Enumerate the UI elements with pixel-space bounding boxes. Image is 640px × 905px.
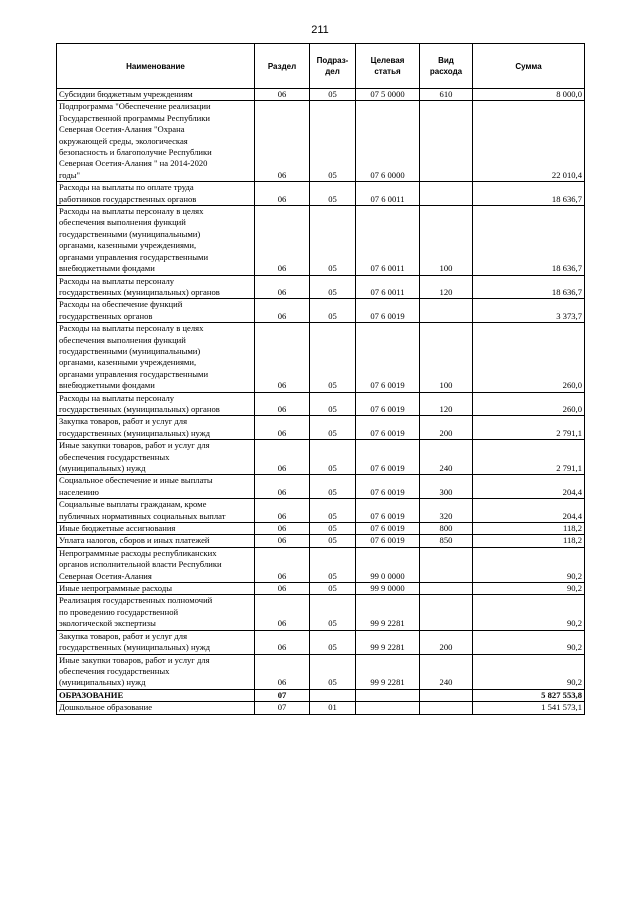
row-kind: 200	[420, 416, 473, 440]
row-target: 07 6 0019	[356, 475, 420, 499]
row-sum: 18 636,7	[473, 206, 585, 275]
row-sum: 90,2	[473, 547, 585, 582]
row-name: Расходы на выплаты персоналу государственных (муниципальных) органов	[57, 275, 255, 299]
table-row	[57, 89, 585, 101]
row-section: 06	[255, 523, 310, 535]
row-target: 99 9 0000	[356, 583, 420, 595]
row-name: ОБРАЗОВАНИЕ	[57, 689, 255, 701]
row-target: 07 6 0019	[356, 523, 420, 535]
row-target	[356, 689, 420, 701]
row-section: 06	[255, 323, 310, 392]
row-subsection: 05	[310, 182, 356, 206]
row-sum: 2 791,1	[473, 440, 585, 475]
row-target: 07 6 0019	[356, 323, 420, 392]
row-name: Дошкольное образование	[57, 702, 255, 714]
row-subsection: 05	[310, 299, 356, 323]
table-row	[57, 535, 585, 547]
row-kind	[420, 101, 473, 182]
row-subsection: 05	[310, 275, 356, 299]
row-subsection: 05	[310, 535, 356, 547]
row-subsection: 05	[310, 630, 356, 654]
row-sum: 118,2	[473, 535, 585, 547]
row-subsection: 05	[310, 499, 356, 523]
row-target: 07 6 0019	[356, 440, 420, 475]
row-section: 06	[255, 583, 310, 595]
row-kind: 320	[420, 499, 473, 523]
table-row	[57, 547, 585, 582]
row-sum: 204,4	[473, 499, 585, 523]
row-section: 06	[255, 416, 310, 440]
row-subsection: 05	[310, 392, 356, 416]
row-sum: 3 373,7	[473, 299, 585, 323]
row-target: 07 6 0011	[356, 206, 420, 275]
row-section: 06	[255, 275, 310, 299]
row-name: Иные непрограммные расходы	[57, 583, 255, 595]
row-name: Расходы на выплаты персоналу в целях обеспечения выполнения функций государственными (муниципальными) органами, казенными учреждениями, органами управления государственными внебюджетными фондами	[57, 206, 255, 275]
table-row	[57, 275, 585, 299]
row-subsection: 05	[310, 475, 356, 499]
table-row	[57, 475, 585, 499]
row-section: 06	[255, 299, 310, 323]
table-row	[57, 499, 585, 523]
row-section: 07	[255, 702, 310, 714]
table-row	[57, 101, 585, 182]
table-row	[57, 182, 585, 206]
row-target: 07 6 0000	[356, 101, 420, 182]
row-section: 06	[255, 392, 310, 416]
row-sum: 90,2	[473, 595, 585, 630]
header-kind: Вид расхода	[420, 44, 473, 89]
row-subsection: 05	[310, 547, 356, 582]
row-kind: 800	[420, 523, 473, 535]
row-section: 06	[255, 630, 310, 654]
row-target: 07 6 0019	[356, 535, 420, 547]
row-kind: 100	[420, 323, 473, 392]
row-kind	[420, 583, 473, 595]
row-kind: 200	[420, 630, 473, 654]
row-section: 06	[255, 535, 310, 547]
row-kind: 120	[420, 392, 473, 416]
row-subsection: 05	[310, 440, 356, 475]
table-row	[57, 630, 585, 654]
table-row	[57, 299, 585, 323]
row-section: 06	[255, 182, 310, 206]
row-kind	[420, 182, 473, 206]
row-name: Иные закупки товаров, работ и услуг для обеспечения государственных (муниципальных) нужд	[57, 440, 255, 475]
row-sum: 1 541 573,1	[473, 702, 585, 714]
table-row	[57, 654, 585, 689]
row-kind: 240	[420, 654, 473, 689]
table-row	[57, 416, 585, 440]
page-number: 211	[311, 24, 329, 36]
table-row	[57, 595, 585, 630]
row-sum: 260,0	[473, 392, 585, 416]
row-name: Социальные выплаты гражданам, кроме публичных нормативных социальных выплат	[57, 499, 255, 523]
row-subsection: 05	[310, 583, 356, 595]
row-sum: 5 827 553,8	[473, 689, 585, 701]
budget-table	[56, 43, 585, 715]
row-name: Расходы на выплаты персоналу в целях обеспечения выполнения функций государственными (муниципальными) органами, казенными учреждениями, органами управления государственными внебюджетными фондами	[57, 323, 255, 392]
row-sum: 22 010,4	[473, 101, 585, 182]
row-sum: 18 636,7	[473, 182, 585, 206]
row-kind	[420, 595, 473, 630]
row-target: 99 0 0000	[356, 547, 420, 582]
header-subsection: Подраз- дел	[310, 44, 356, 89]
row-subsection: 05	[310, 323, 356, 392]
row-name: Социальное обеспечение и иные выплаты населению	[57, 475, 255, 499]
row-sum: 90,2	[473, 630, 585, 654]
row-target	[356, 702, 420, 714]
row-name: Расходы на выплаты персоналу государственных (муниципальных) органов	[57, 392, 255, 416]
row-subsection: 05	[310, 416, 356, 440]
table-row	[57, 323, 585, 392]
header-name: Наименование	[57, 44, 255, 89]
row-sum: 90,2	[473, 583, 585, 595]
row-subsection: 05	[310, 206, 356, 275]
row-target: 99 9 2281	[356, 654, 420, 689]
row-name: Расходы на обеспечение функций государственных органов	[57, 299, 255, 323]
row-section: 06	[255, 654, 310, 689]
row-section: 06	[255, 89, 310, 101]
row-subsection: 05	[310, 101, 356, 182]
row-kind	[420, 547, 473, 582]
row-target: 07 6 0011	[356, 275, 420, 299]
row-subsection: 05	[310, 523, 356, 535]
row-section: 06	[255, 547, 310, 582]
table-row	[57, 392, 585, 416]
row-name: Расходы на выплаты по оплате труда работников государственных органов	[57, 182, 255, 206]
row-section: 07	[255, 689, 310, 701]
row-section: 06	[255, 101, 310, 182]
row-target: 99 9 2281	[356, 595, 420, 630]
row-name: Закупка товаров, работ и услуг для государственных (муниципальных) нужд	[57, 630, 255, 654]
row-sum: 8 000,0	[473, 89, 585, 101]
row-target: 07 5 0000	[356, 89, 420, 101]
row-section: 06	[255, 206, 310, 275]
row-section: 06	[255, 475, 310, 499]
header-target: Целевая статья	[356, 44, 420, 89]
row-target: 07 6 0019	[356, 299, 420, 323]
row-subsection: 05	[310, 89, 356, 101]
row-name: Закупка товаров, работ и услуг для государственных (муниципальных) нужд	[57, 416, 255, 440]
row-kind	[420, 702, 473, 714]
row-sum: 118,2	[473, 523, 585, 535]
row-sum: 204,4	[473, 475, 585, 499]
row-kind	[420, 299, 473, 323]
row-section: 06	[255, 595, 310, 630]
row-name: Реализация государственных полномочий по проведению государственной экологической экспертизы	[57, 595, 255, 630]
row-name: Субсидии бюджетным учреждениям	[57, 89, 255, 101]
table-row	[57, 206, 585, 275]
row-subsection: 05	[310, 654, 356, 689]
row-target: 07 6 0019	[356, 499, 420, 523]
row-kind: 610	[420, 89, 473, 101]
header-sum: Сумма	[473, 44, 585, 89]
row-name: Подпрограмма "Обеспечение реализации Государственной программы Республики Северная Осетия-Алания "Охрана окружающей среды, экологическая безопасность и благополучие Республики Северная Осетия-Алания " на 2014-2020 годы"	[57, 101, 255, 182]
row-sum: 260,0	[473, 323, 585, 392]
row-target: 07 6 0019	[356, 416, 420, 440]
row-kind: 120	[420, 275, 473, 299]
row-name: Иные закупки товаров, работ и услуг для обеспечения государственных (муниципальных) нужд	[57, 654, 255, 689]
table-row	[57, 583, 585, 595]
row-subsection	[310, 689, 356, 701]
row-kind: 240	[420, 440, 473, 475]
row-name: Непрограммные расходы республиканских органов исполнительной власти Республики Северная Осетия-Алания	[57, 547, 255, 582]
row-name: Уплата налогов, сборов и иных платежей	[57, 535, 255, 547]
row-subsection: 01	[310, 702, 356, 714]
row-section: 06	[255, 440, 310, 475]
row-subsection: 05	[310, 595, 356, 630]
row-kind: 300	[420, 475, 473, 499]
row-section: 06	[255, 499, 310, 523]
row-target: 99 9 2281	[356, 630, 420, 654]
header-section: Раздел	[255, 44, 310, 89]
row-target: 07 6 0019	[356, 392, 420, 416]
row-kind: 850	[420, 535, 473, 547]
table-row	[57, 702, 585, 714]
row-kind	[420, 689, 473, 701]
row-target: 07 6 0011	[356, 182, 420, 206]
row-sum: 2 791,1	[473, 416, 585, 440]
table-row	[57, 523, 585, 535]
table-row	[57, 689, 585, 701]
row-name: Иные бюджетные ассигнования	[57, 523, 255, 535]
row-sum: 18 636,7	[473, 275, 585, 299]
row-kind: 100	[420, 206, 473, 275]
table-row	[57, 440, 585, 475]
table-header-row	[57, 44, 585, 89]
row-sum: 90,2	[473, 654, 585, 689]
